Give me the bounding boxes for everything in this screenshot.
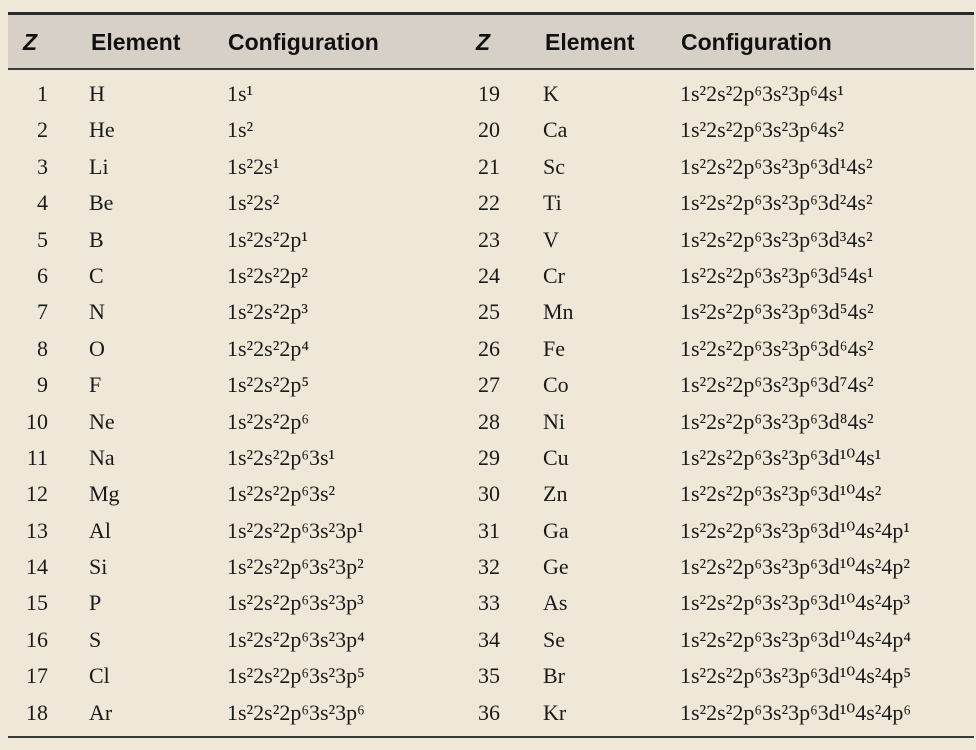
table-row: [0, 408, 976, 444]
element-symbol: He: [89, 117, 115, 143]
element-symbol: Se: [543, 626, 565, 652]
electron-configuration: 1s²2s²2p⁶3s²3p⁶3d¹⁰4s¹: [680, 444, 882, 470]
atomic-number: 3: [37, 153, 48, 179]
electron-configuration: 1s²2s²2p²: [227, 262, 308, 288]
atomic-number: 20: [478, 117, 500, 143]
electron-configuration: 1s²2s²2p⁶3s²3p⁶3d¹⁰4s²4p⁵: [680, 663, 912, 689]
table-row: [0, 662, 976, 698]
element-symbol: Ca: [543, 117, 568, 143]
electron-configuration: 1s²2s²2p⁶3s²3p⁶3d⁸4s²: [680, 408, 874, 434]
table-bottom-rule: [8, 736, 974, 738]
element-symbol: S: [89, 626, 102, 652]
element-symbol: As: [543, 590, 568, 616]
atomic-number: 33: [478, 590, 500, 616]
element-symbol: Ni: [543, 408, 565, 434]
table-row: [0, 517, 976, 553]
electron-configuration: 1s²2s²2p⁶3s²3p⁶3d¹⁰4s²: [680, 481, 882, 507]
element-symbol: N: [89, 299, 105, 325]
element-symbol: C: [89, 262, 104, 288]
electron-configuration: 1s²2s²2p³: [227, 299, 308, 325]
element-symbol: Al: [89, 517, 111, 543]
electron-configuration: 1s²2s²2p⁶3s²3p¹: [227, 517, 364, 543]
atomic-number: 1: [37, 81, 48, 106]
electron-configuration: 1s²2s²2p⁶3s²3p²: [227, 554, 364, 580]
element-symbol: Na: [89, 444, 115, 470]
header-element-left: Element: [91, 29, 181, 55]
element-symbol: Co: [543, 372, 569, 398]
element-symbol: Ge: [543, 554, 569, 580]
atomic-number: 26: [478, 335, 500, 361]
atomic-number: 19: [478, 81, 500, 106]
element-symbol: Sc: [543, 153, 565, 179]
table-row: [0, 153, 976, 189]
atomic-number: 7: [37, 299, 48, 325]
atomic-number: 25: [478, 299, 500, 325]
table-row: [0, 298, 976, 334]
atomic-number: 8: [37, 335, 48, 361]
electron-configuration: 1s²2s²2p⁴: [227, 335, 309, 361]
electron-configuration: 1s²2s²2p⁶3s²3p⁶3d⁵4s²: [680, 299, 874, 325]
table-row: [0, 371, 976, 407]
electron-configuration: 1s²2s²2p⁶3s²3p⁶3d⁶4s²: [680, 335, 874, 361]
table-row: [0, 262, 976, 298]
table-row: [0, 116, 976, 152]
element-symbol: Kr: [543, 699, 567, 725]
electron-configuration: 1s²2s²2p¹: [227, 226, 308, 252]
atomic-number: 32: [478, 554, 500, 580]
header-configuration-right: Configuration: [681, 29, 832, 55]
element-symbol: Zn: [543, 481, 568, 507]
table-row: [0, 589, 976, 625]
table-row: [0, 335, 976, 371]
element-symbol: Ga: [543, 517, 569, 543]
atomic-number: 4: [37, 190, 48, 216]
atomic-number: 11: [26, 444, 48, 470]
electron-configuration: 1s²: [227, 117, 254, 143]
table-row: [0, 626, 976, 662]
atomic-number: 21: [478, 153, 500, 179]
element-symbol: Cl: [89, 663, 110, 689]
element-symbol: V: [543, 226, 559, 252]
atomic-number: 22: [478, 190, 500, 216]
electron-configuration: 1s²2s²2p⁶3s²3p⁶3d³4s²: [680, 226, 873, 252]
electron-configuration: 1s²2s²: [227, 190, 280, 216]
header-configuration-left: Configuration: [228, 29, 379, 55]
table-body: [0, 80, 976, 735]
atomic-number: 15: [26, 590, 48, 616]
element-symbol: Cu: [543, 444, 569, 470]
atomic-number: 30: [478, 481, 500, 507]
electron-configuration: 1s²2s²2p⁶3s²3p⁶3d¹⁰4s²4p³: [680, 590, 910, 616]
table-row: [0, 189, 976, 225]
table-row: [0, 553, 976, 589]
electron-configuration: 1s²2s²2p⁶: [227, 408, 309, 434]
electron-configuration: 1s²2s²2p⁶3s¹: [227, 444, 336, 470]
atomic-number: 34: [478, 626, 500, 652]
element-symbol: Ti: [543, 190, 562, 216]
atomic-number: 29: [478, 444, 500, 470]
element-symbol: O: [89, 335, 105, 361]
electron-configuration: 1s²2s²2p⁶3s²3p⁴: [227, 626, 365, 652]
element-symbol: Mg: [89, 481, 120, 507]
element-symbol: Si: [89, 554, 108, 580]
electron-configuration: 1s²2s²2p⁶3s²3p⁶3d⁵4s¹: [680, 262, 874, 288]
atomic-number: 18: [26, 699, 48, 725]
atomic-number: 17: [26, 663, 48, 689]
element-symbol: K: [543, 81, 559, 106]
atomic-number: 9: [37, 372, 48, 398]
header-z-right: Z: [476, 29, 491, 55]
element-symbol: Cr: [543, 262, 565, 288]
atomic-number: 28: [478, 408, 500, 434]
electron-configuration: 1s²2s²2p⁶3s²3p⁶3d¹⁰4s²4p⁴: [680, 626, 912, 652]
atomic-number: 12: [26, 481, 48, 507]
electron-configuration: 1s²2s²2p⁶3s²3p⁶3d⁷4s²: [680, 372, 874, 398]
electron-configuration: 1s²2s²2p⁶3s²3p⁶3d¹⁰4s²4p¹: [680, 517, 910, 543]
element-symbol: Ne: [89, 408, 115, 434]
electron-configuration: 1s²2s²2p⁵: [227, 372, 309, 398]
table-row: [0, 699, 976, 735]
element-symbol: Mn: [543, 299, 574, 325]
element-symbol: Ar: [89, 699, 113, 725]
table-row: [0, 226, 976, 262]
atomic-number: 35: [478, 663, 500, 689]
element-symbol: Li: [89, 153, 109, 179]
electron-configuration: 1s²2s²2p⁶3s²3p⁶: [227, 699, 365, 725]
electron-configuration: 1s²2s²2p⁶3s²3p³: [227, 590, 364, 616]
electron-configuration: 1s²2s²2p⁶3s²3p⁶4s¹: [680, 81, 844, 106]
electron-configuration: 1s²2s²2p⁶3s²: [227, 481, 336, 507]
element-symbol: Be: [89, 190, 114, 216]
table-row: [0, 80, 976, 116]
electron-configuration: 1s²2s¹: [227, 153, 280, 179]
element-symbol: F: [89, 372, 102, 398]
atomic-number: 13: [26, 517, 48, 543]
table-row: [0, 444, 976, 480]
atomic-number: 16: [26, 626, 48, 652]
atomic-number: 14: [26, 554, 48, 580]
atomic-number: 27: [478, 372, 500, 398]
atomic-number: 23: [478, 226, 500, 252]
atomic-number: 31: [478, 517, 500, 543]
atomic-number: 5: [37, 226, 48, 252]
atomic-number: 24: [478, 262, 500, 288]
electron-configuration: 1s²2s²2p⁶3s²3p⁶3d¹⁰4s²4p⁶: [680, 699, 912, 725]
atomic-number: 36: [478, 699, 500, 725]
table-header-rule: [8, 68, 974, 70]
atomic-number: 10: [26, 408, 48, 434]
element-symbol: Fe: [543, 335, 565, 361]
element-symbol: B: [89, 226, 104, 252]
atomic-number: 6: [37, 262, 48, 288]
electron-configuration: 1s²2s²2p⁶3s²3p⁶3d²4s²: [680, 190, 873, 216]
table-row: [0, 480, 976, 516]
electron-configuration: 1s²2s²2p⁶3s²3p⁵: [227, 663, 365, 689]
electron-configuration: 1s²2s²2p⁶3s²3p⁶4s²: [680, 117, 844, 143]
electron-configuration: 1s²2s²2p⁶3s²3p⁶3d¹⁰4s²4p²: [680, 554, 910, 580]
electron-configuration: 1s²2s²2p⁶3s²3p⁶3d¹4s²: [680, 153, 873, 179]
atomic-number: 2: [37, 117, 48, 143]
electron-configuration: 1s¹: [227, 81, 254, 106]
header-element-right: Element: [545, 29, 635, 55]
element-symbol: P: [89, 590, 102, 616]
element-symbol: H: [89, 81, 105, 106]
header-z-left: Z: [23, 29, 38, 55]
element-symbol: Br: [543, 663, 565, 689]
